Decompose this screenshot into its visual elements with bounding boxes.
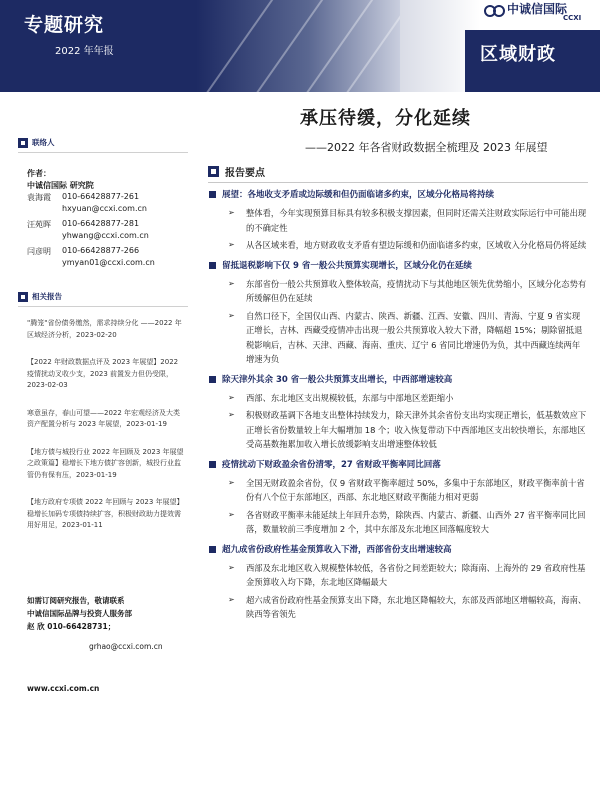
related-report-item[interactable]: 【地方债与城投行业 2022 年回顾及 2023 年展望之政策篇】稳增长下地方债扩容创新，城投行业监管仍有保有压，2023-01-19 <box>27 447 184 479</box>
report-type: 专题研究 <box>24 14 105 36</box>
section-square-icon <box>208 166 219 177</box>
author-entry <box>27 246 187 272</box>
bullet-item: ➢ 西部、东北地区支出规模较低，东部与中部地区差距缩小 <box>208 391 588 406</box>
contact-line: 中诚信国际品牌与投资人服务部 <box>27 609 132 618</box>
author-entry <box>27 192 187 218</box>
key-points-sections <box>208 188 588 628</box>
author-phone: 010-66428877-266 <box>62 246 140 255</box>
author-name: 袁海霞 <box>27 193 51 202</box>
section-square-icon <box>18 138 28 148</box>
author-block <box>27 168 187 272</box>
author-email[interactable]: yhwang@ccxi.com.cn <box>62 231 149 240</box>
company-logo <box>484 0 600 28</box>
key-point-section <box>208 458 588 537</box>
related-reports-heading <box>18 286 188 307</box>
author-name: 闫彦明 <box>27 247 51 256</box>
author-name: 汪苑晖 <box>27 220 51 229</box>
author-phone: 010-66428877-281 <box>62 219 140 228</box>
section-title: 展望：各地收支矛盾或边际缓和但仍面临诸多约束，区域分化格局将持续 <box>208 188 588 202</box>
key-points-heading <box>208 160 588 182</box>
sidebar <box>18 126 188 800</box>
bullet-item: ➢ 各省财政平衡率未能延续上年回升态势，除陕西、内蒙古、新疆、山西外 27 省平衡率同比回落，数量较前三季度增加 2 个，其中东部及东北地区回落幅度较大 <box>208 508 588 537</box>
report-title: 承压待缓，分化延续 <box>300 108 471 129</box>
key-points-label: 报告要点 <box>225 168 265 179</box>
section-title: 超九成省份政府性基金预算收入下滑，西部省份支出增速较高 <box>208 543 588 557</box>
subscription-contact <box>27 594 187 651</box>
key-point-section <box>208 373 588 452</box>
bullet-item: ➢ 超六成省份政府性基金预算支出下降，东北地区降幅较大，东部及西部地区增幅较高，海南、陕西等省领先 <box>208 593 588 622</box>
bullet-item: ➢ 东部省份一般公共预算收入整体较高，疫情扰动下与其他地区领先优势缩小，区域分化态势有所缓解但仍在延续 <box>208 277 588 306</box>
section-title: 疫情扰动下财政盈余省份清零，27 省财政平衡率同比回落 <box>208 458 588 472</box>
related-reports-list <box>27 318 187 548</box>
bullet-item: ➢ 自然口径下，全国仅山西、内蒙古、陕西、新疆、江西、安徽、四川、青海、宁夏 9 省实现正增长，吉林、西藏受疫情冲击出现一般公共预算收入较大下滑，降幅超 15%；剔除留抵退税影响后，吉林、天津、西藏、海南、重庆、辽宁 6 省同比增速仍为负，其中西藏连续两年增速为负 <box>208 309 588 367</box>
section-square-icon <box>18 292 28 302</box>
key-point-section <box>208 543 588 622</box>
contact-email[interactable]: grhao@ccxi.com.cn <box>89 642 163 651</box>
logo-text-cn: 中诚信国际 <box>507 2 568 16</box>
contact-line: 如需订阅研究报告，敬请联系 <box>27 596 125 605</box>
section-title: 留抵退税影响下仅 9 省一般公共预算实现增长，区域分化仍在延续 <box>208 259 588 273</box>
report-header <box>0 0 600 92</box>
bullet-item: ➢ 整体看，今年实现预算目标具有较多积极支撑因素，但同时还需关注财政实际运行中可能出现的不确定性 <box>208 206 588 235</box>
contacts-heading <box>18 132 188 153</box>
header-gradient-band <box>196 0 400 92</box>
contacts-label: 联络人 <box>32 138 55 147</box>
author-phone: 010-66428877-261 <box>62 192 140 201</box>
author-entry <box>27 219 187 245</box>
author-org: 中诚信国际 研究院 <box>27 181 94 190</box>
author-email[interactable]: hxyuan@ccxi.com.cn <box>62 204 147 213</box>
report-subtitle: ——2022 年各省财政数据全梳理及 2023 年展望 <box>305 141 548 154</box>
bullet-item: ➢ 从各区域来看，地方财政收支矛盾有望边际缓和仍面临诸多约束，区域收入分化格局仍将延续 <box>208 238 588 253</box>
logo-text-en: CCXI <box>563 14 582 22</box>
website-link[interactable]: www.ccxi.com.cn <box>27 684 100 693</box>
author-label: 作者： <box>27 169 51 178</box>
related-report-item[interactable]: 【地方政府专项债 2022 年回顾与 2023 年展望】稳增长加码专项债持续扩容，积极财政助力提效需用好用足，2023-01-11 <box>27 498 184 529</box>
related-report-item[interactable]: 寒意虽存，春山可望——2022 年宏观经济及大类资产配置分析与 2023 年展望，2023-01-19 <box>27 408 181 428</box>
key-point-section <box>208 259 588 367</box>
bullet-item: ➢ 西部及东北地区收入规模整体较低，各省份之间差距较大；除海南、上海外的 29 省政府性基金预算收入均下降，东北地区降幅最大 <box>208 561 588 590</box>
key-point-section <box>208 188 588 253</box>
related-report-item[interactable]: 【2022 年财政数据点评及 2023 年展望】2022 疫情扰动叉收少支，2023 前置发力但仍受限，2023-02-03 <box>27 358 179 389</box>
logo-mark-icon <box>484 2 506 20</box>
contact-line: 赵 欣 010-66428731； <box>27 622 116 631</box>
related-reports-label: 相关报告 <box>32 292 62 301</box>
section-title: 除天津外其余 30 省一般公共预算支出增长，中西部增速较高 <box>208 373 588 387</box>
bullet-item: ➢ 积极财政基调下各地支出整体持续发力，除天津外其余省份支出均实现正增长，低基数效应下正增长省份数量较上年大幅增加 18 个；收入恢复带动下中西部地区支出较快增长，东部地区受高基数拖累加收入增长放缓影响支出增速整体较低 <box>208 408 588 452</box>
divider <box>208 182 588 183</box>
report-year: 2022 年年报 <box>55 46 114 57</box>
report-category: 区域财政 <box>480 44 556 65</box>
related-report-item[interactable]: "腾笼"省份债务缴然，需求持续分化 ——2022 年区域经济分析，2023-02-20 <box>27 319 182 339</box>
author-email[interactable]: ymyan01@ccxi.com.cn <box>62 258 155 267</box>
bullet-item: ➢ 全国无财政盈余省份，仅 9 省财政平衡率超过 50%，多集中于东部地区，财政平衡率前十省份有八个位于东部地区，西部、东北地区财政平衡能力相对更弱 <box>208 476 588 505</box>
